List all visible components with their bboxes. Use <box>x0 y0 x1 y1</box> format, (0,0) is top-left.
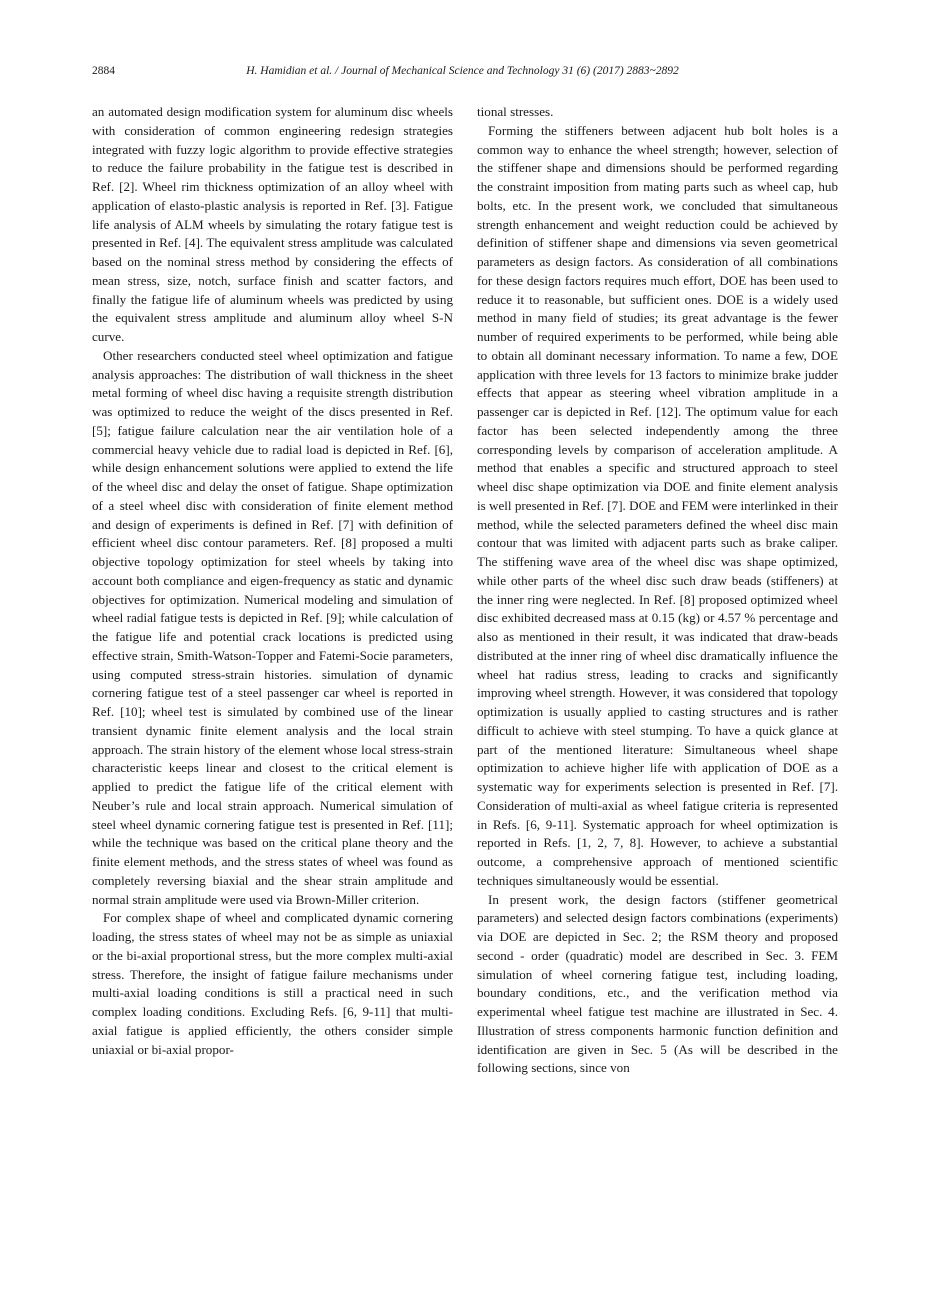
paragraph: For complex shape of wheel and complicated dynamic cornering loading, the stress states of wheel may not be as simple as uniaxial or the bi-axial proportional stress, but the more complex multi-axial stress. Therefore, the insight of fatigue failure mechanisms under multi-axial loading conditions is still a practical need in such complex loading conditions. Excluding Refs. [6, 9-11] that multi-axial fatigue is applied efficiently, the others consider simple uniaxial or bi-axial propor- <box>92 910 453 1057</box>
paragraph: an automated design modification system for aluminum disc wheels with consideration of common engineering redesign strategies integrated with fuzzy logic algorithm to provide effective strategies to reduce the failure probability in the fatigue test is described in Ref. [2]. Wheel rim thickness optimization of an alloy wheel with application of elasto-plastic analysis is reported in Ref. [3]. Fatigue life analysis of ALM wheels by simulating the rotary fatigue test is presented in Ref. [4]. The equivalent stress amplitude was calculated based on the nominal stress method by considering the effects of mean stress, size, notch, surface finish and scatter factors, and finally the fatigue life of aluminum wheels was predicted by using the equivalent stress amplitude and aluminum alloy wheel S-N curve. <box>92 104 453 344</box>
right-column <box>477 103 838 1078</box>
paragraph: Other researchers conducted steel wheel optimization and fatigue analysis approaches: The distribution of wall thickness in the sheet metal forming of wheel disc having a requisite strength distribution was optimized to reduce the weight of the discs presented in Ref. [5]; fatigue failure calculation near the air ventilation hole of a commercial heavy vehicle due to radial load is depicted in Ref. [6], while design enhancement solutions were applied to extend the life of the wheel disc and delay the onset of fatigue. Shape optimization of a steel wheel disc with consideration of finite element method and design of experiments is defined in Ref. [7] with definition of efficient wheel disc contour parameters. Ref. [8] proposed a multi objective topology optimization for steel wheels by taking into account both compliance and eigen-frequency as static and dynamic objectives for optimization. Numerical modeling and simulation of wheel radial fatigue tests is depicted in Ref. [9]; while calculation of the fatigue life and potential crack locations is predicted using effective strain, Smith-Watson-Topper and Fatemi-Socie parameters, using computed stress-strain histories. simulation of dynamic cornering fatigue test of a steel passenger car wheel is reported in Ref. [10]; wheel test is simulated by combined use of the linear transient dynamic finite element analysis and the local strain approach. The strain history of the element whose local stress-strain characteristic keeps linear and closest to the critical element is applied to predict the fatigue life of the critical element with Neuber’s rule and local strain approach. Numerical simulation of steel wheel dynamic cornering fatigue test is presented in Ref. [11]; while the technique was based on the critical plane theory and the finite element methods, and the stress states of wheel was found as completely reversing biaxial and the shear strain amplitude and normal strain amplitude were used via Brown-Miller criterion. <box>92 347 453 907</box>
page-number: 2884 <box>92 65 115 77</box>
paragraph: In present work, the design factors (stiffener geometrical parameters) and selected design factors combinations (experiments) via DOE are depicted in Sec. 2; the RSM theory and proposed second - order (quadratic) model are described in Sec. 3. FEM simulation of wheel cornering fatigue test, including loading, boundary conditions, etc., and the verification method via experimental wheel fatigue test machine are illustrated in Sec. 4. Illustration of stress components harmonic function definition and identification are given in Sec. 5 (As will be described in the following sections, since von <box>477 891 838 1076</box>
page-header <box>92 62 833 80</box>
paragraph: Forming the stiffeners between adjacent hub bolt holes is a common way to enhance the wheel strength; however, selection of the stiffener shape and dimensions should be performed regarding the constraint imposition from mating parts such as wheel cap, hub bolts, etc. In the present work, we concluded that simultaneous strength enhancement and weight reduction could be achieved by definition of stiffener shape and dimensions via seven geometrical parameters as design factors. As consideration of all combinations for these design factors requires much effort, DOE has been used to reduce it to reasonable, but sufficient ones. DOE is a widely used method in many field of studies; its great advantage is the fewer number of required experiments to be performed, while being able to obtain all dominant necessary information. To name a few, DOE application with three levels for 13 factors to minimize brake judder effects that appear as steering wheel vibration amplitude in a passenger car is depicted in Ref. [12]. The optimum value for each factor has been selected independently among the three corresponding levels by comparison of acceleration amplitude. A method that enables a specific and structured approach to steel wheel disc shape optimization via DOE and finite element analysis is well presented in Ref. [7]. DOE and FEM were interlinked in their method, while the selected parameters defined the wheel disc main contour that was limited with adjacent parts such as brake caliper. The stiffening wave area of the wheel disc was shape optimized, while other parts of the wheel disc such draw beads (stiffeners) at the inner ring were neglected. In Ref. [8] proposed optimized wheel disc exhibited decreased mass at 0.15 (kg) or 4.57 % percentage and also as mentioned in their result, it was indicated that draw-beads distributed at the inner ring of wheel disc dramatically influence the wheel hat radius stress, leading to cracks and significantly improving wheel strength. However, it was considered that topology optimization is usually applied to casting structures and is rather difficult to achieve with steel stumping. To have a quick glance at part of the mentioned literature: Simultaneous wheel shape optimization to achieve higher life with application of DOE as a systematic way for experiments selection is presented in Ref. [7]. Consideration of multi-axial as wheel fatigue criteria is represented in Refs. [6, 9-11]. Systematic approach for wheel optimization is reported in Refs. [1, 2, 7, 8]. However, to achieve a substantial outcome, a comprehensive approach of mentioned scientific techniques simultaneously would be essential. <box>477 122 838 888</box>
left-column <box>92 103 453 1059</box>
running-title: H. Hamidian et al. / Journal of Mechanical Science and Technology 31 (6) (2017) 2883~2892 <box>246 65 679 77</box>
paragraph: tional stresses. <box>477 104 554 119</box>
